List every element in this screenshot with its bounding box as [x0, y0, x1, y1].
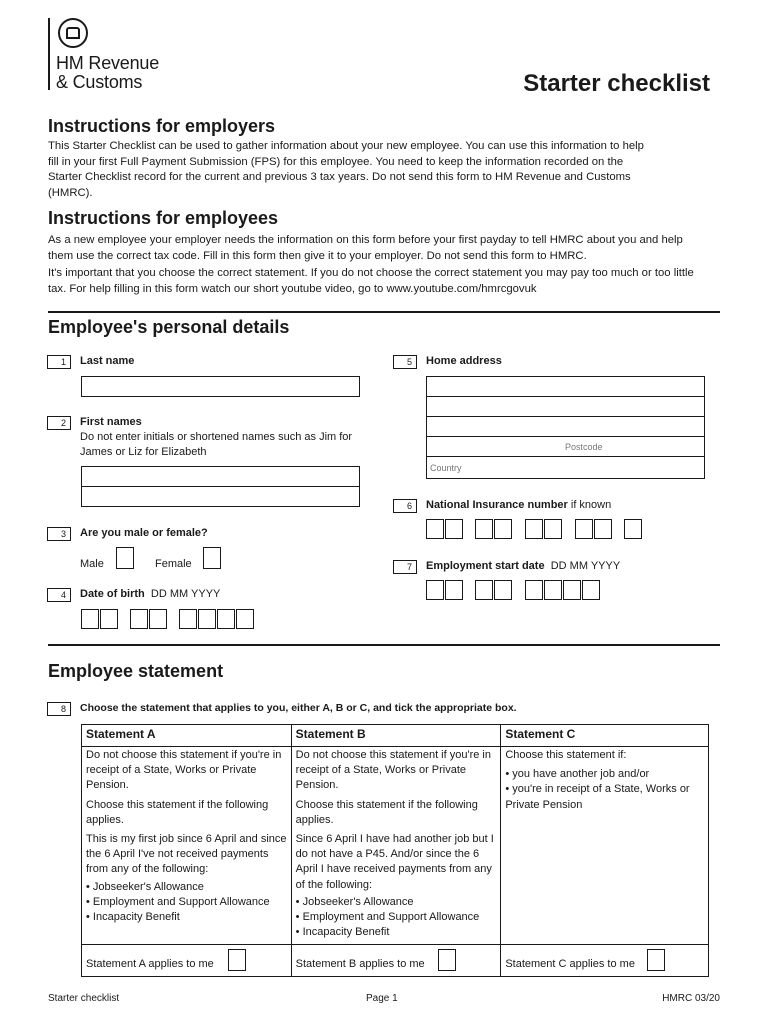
crown-icon [58, 18, 88, 48]
page-number: Page 1 [366, 993, 398, 1004]
dob-year-4[interactable] [236, 609, 254, 629]
logo-line-1: HM Revenue [56, 53, 160, 73]
nino-box-5[interactable] [525, 519, 543, 539]
male-label: Male [80, 558, 104, 570]
dob-month-2[interactable] [149, 609, 167, 629]
q2-number: 2 [47, 416, 71, 430]
q5-number: 5 [393, 355, 417, 369]
statement-table [81, 724, 709, 977]
statement-c-applies: Statement C applies to me [501, 945, 709, 977]
footer-right: HMRC 03/20 [662, 993, 720, 1004]
page-title: Starter checklist [523, 70, 710, 97]
q1-number: 1 [47, 355, 71, 369]
statement-a-title: Statement A [82, 725, 292, 747]
start-year-3[interactable] [563, 580, 581, 600]
dob-month-1[interactable] [130, 609, 148, 629]
logo-bar [48, 18, 50, 90]
employees-text-2: It's important that you choose the correct statement. If you do not choose the correct statement you may pay too much or too little tax. For help filling in this form watch our short youtube video, go to www.youtube.com/hmrcgovuk [48, 267, 694, 295]
list-item: • Employment and Support Allowance [86, 895, 287, 910]
dob-year-1[interactable] [179, 609, 197, 629]
list-item: • Employment and Support Allowance [296, 910, 497, 925]
q3-number: 3 [47, 527, 71, 541]
statement-heading: Employee statement [48, 661, 224, 681]
list-item: • Incapacity Benefit [296, 925, 497, 940]
nino-box-4[interactable] [494, 519, 512, 539]
q7-number: 7 [393, 560, 417, 574]
statement-b-checkbox[interactable] [438, 949, 456, 971]
postcode-hint: Postcode [565, 442, 603, 452]
list-item: • you're in receipt of a State, Works or Private Pension [505, 782, 704, 812]
q8-number: 8 [47, 702, 71, 716]
country-hint: Country [430, 463, 462, 473]
statement-b-body: Do not choose this statement if you're in receipt of a State, Works or Private Pension. Choose this statement if the following applies. Since 6 April I have had another job but I do not have a P45. And/or since the 6 April I have received payments from any of the following: • Jobseeker's Allowance • Employment and Support Allowance • Incapacity Benefit [291, 747, 501, 945]
statement-a-checkbox[interactable] [228, 949, 246, 971]
start-day-1[interactable] [426, 580, 444, 600]
start-year-4[interactable] [582, 580, 600, 600]
first-names-input-1[interactable] [81, 466, 360, 487]
nino-box-6[interactable] [544, 519, 562, 539]
section-divider [48, 311, 720, 313]
employees-heading: Instructions for employees [48, 208, 279, 228]
statement-b-applies: Statement B applies to me [291, 945, 501, 977]
nino-box-3[interactable] [475, 519, 493, 539]
nino-box-8[interactable] [594, 519, 612, 539]
statement-a-applies: Statement A applies to me [82, 945, 292, 977]
nino-box-1[interactable] [426, 519, 444, 539]
statement-c-body: Choose this statement if: • you have another job and/or • you're in receipt of a State, Works or Private Pension [501, 747, 709, 945]
start-year-1[interactable] [525, 580, 543, 600]
dob-year-2[interactable] [198, 609, 216, 629]
start-month-2[interactable] [494, 580, 512, 600]
dob-day-2[interactable] [100, 609, 118, 629]
q6-number: 6 [393, 499, 417, 513]
nino-box-9[interactable] [624, 519, 642, 539]
q6-label: National Insurance number if known [426, 499, 612, 511]
first-names-input-2[interactable] [81, 486, 360, 507]
female-checkbox[interactable] [203, 547, 221, 569]
last-name-input[interactable] [81, 376, 360, 397]
address-line-3[interactable] [426, 416, 705, 437]
list-item: • Jobseeker's Allowance [86, 880, 287, 895]
q3-label: Are you male or female? [80, 527, 208, 539]
statement-b-title: Statement B [291, 725, 501, 747]
logo-line-2: & Customs [56, 72, 143, 92]
q1-label: Last name [80, 355, 135, 367]
hmrc-logo [56, 54, 159, 92]
list-item: • Jobseeker's Allowance [296, 895, 497, 910]
start-day-2[interactable] [445, 580, 463, 600]
q4-label: Date of birth DD MM YYYY [80, 588, 221, 600]
q7-label: Employment start date DD MM YYYY [426, 560, 621, 572]
q2-hint: Do not enter initials or shortened names such as Jim for James or Liz for Elizabeth [80, 431, 353, 458]
statement-c-checkbox[interactable] [647, 949, 665, 971]
personal-heading: Employee's personal details [48, 317, 290, 337]
section-divider-2 [48, 644, 720, 646]
employers-text: This Starter Checklist can be used to gather information about your new employee. You can use this information to help fill in your first Full Payment Submission (FPS) for this employee. You need to keep the information recorded on the Starter Checklist record for the current and previous 3 tax years. Do not send this form to HM Revenue and Customs (HMRC). [48, 140, 644, 199]
nino-box-7[interactable] [575, 519, 593, 539]
statement-a-body: Do not choose this statement if you're in receipt of a State, Works or Private Pension. Choose this statement if the following applies. This is my first job since 6 April and since the 6 April I've not received payments from any of the following: • Jobseeker's Allowance • Employment and Support Allowance • Incapacity Benefit [82, 747, 292, 945]
address-line-2[interactable] [426, 396, 705, 417]
start-year-2[interactable] [544, 580, 562, 600]
country-input[interactable] [426, 456, 705, 479]
employees-text-1: As a new employee your employer needs the information on this form before your first payday to tell HMRC about you and help them use the correct tax code. Fill in this form then give it to your employer. Do not send this form to HMRC. [48, 234, 683, 262]
nino-box-2[interactable] [445, 519, 463, 539]
dob-year-3[interactable] [217, 609, 235, 629]
list-item: • Incapacity Benefit [86, 910, 287, 925]
statement-c-title: Statement C [501, 725, 709, 747]
dob-day-1[interactable] [81, 609, 99, 629]
address-line-1[interactable] [426, 376, 705, 397]
list-item: • you have another job and/or [505, 767, 704, 782]
employers-heading: Instructions for employers [48, 116, 276, 136]
female-label: Female [155, 558, 192, 570]
q4-number: 4 [47, 588, 71, 602]
q2-label: First names [80, 416, 142, 428]
footer-left: Starter checklist [48, 993, 120, 1004]
q8-label: Choose the statement that applies to you, either A, B or C, and tick the appropriate box. [80, 702, 517, 714]
male-checkbox[interactable] [116, 547, 134, 569]
start-month-1[interactable] [475, 580, 493, 600]
q5-label: Home address [426, 355, 502, 367]
